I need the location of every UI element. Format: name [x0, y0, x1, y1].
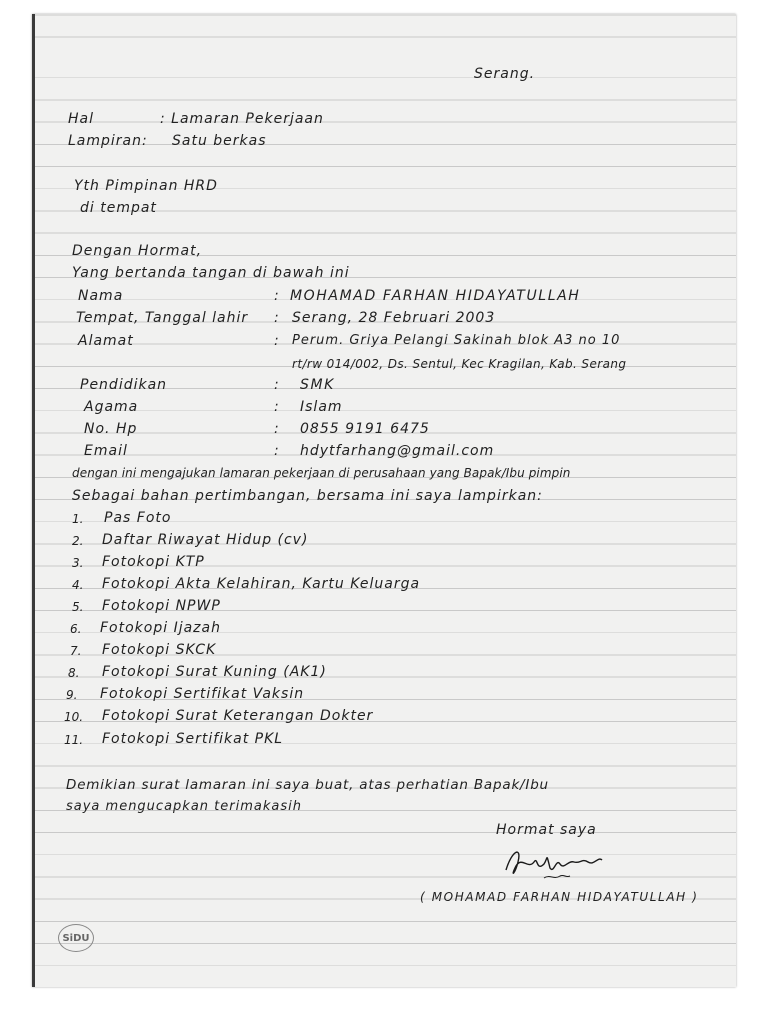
identity-label-agama: Agama: [84, 399, 139, 415]
closing-line2: saya mengucapkan terimakasih: [66, 799, 302, 814]
attachment-number: 9.: [66, 688, 78, 702]
identity-value-alamat-2: rt/rw 014/002, Ds. Sentul, Kec Kragilan, Kab. Serang: [292, 357, 627, 371]
sidu-logo: [58, 924, 94, 952]
intro-line: Yang bertanda tangan di bawah ini: [72, 265, 350, 281]
closing-line1: Demikian surat lamaran ini saya buat, atas perhatian Bapak/Ibu: [66, 777, 549, 793]
attachment-number: 4.: [72, 578, 84, 592]
attachment-item: Daftar Riwayat Hidup (cv): [102, 532, 309, 548]
recipient-line1: Yth Pimpinan HRD: [74, 178, 218, 194]
identity-value-hp: 0855 9191 6475: [300, 421, 430, 437]
attachment-item: Fotokopi Sertifikat Vaksin: [100, 686, 305, 702]
attachment-number: 6.: [70, 622, 82, 636]
attachment-item: Fotokopi NPWP: [102, 598, 221, 614]
attachment-number: 1.: [72, 512, 84, 526]
attachment-item: Fotokopi Ijazah: [100, 620, 221, 636]
identity-value-email: hdytfarhang@gmail.com: [300, 443, 495, 459]
signer-name: ( MOHAMAD FARHAN HIDAYATULLAH ): [420, 890, 699, 904]
attachment-item: Fotokopi KTP: [102, 554, 205, 570]
attachment-number: 8.: [68, 666, 80, 680]
attachment-number: 11.: [64, 733, 84, 747]
identity-value-ttl: Serang, 28 Februari 2003: [292, 310, 496, 326]
attachment-number: 2.: [72, 534, 84, 548]
attachment-number: 3.: [72, 556, 84, 570]
recipient-line2: di tempat: [80, 200, 157, 216]
body-line2: Sebagai bahan pertimbangan, bersama ini saya lampirkan:: [72, 488, 543, 504]
identity-sep: :: [274, 377, 280, 393]
identity-sep: :: [274, 421, 280, 437]
body-line1: dengan ini mengajukan lamaran pekerjaan di perusahaan yang Bapak/Ibu pimpin: [72, 466, 571, 480]
place: Serang.: [474, 66, 536, 82]
identity-value-alamat: Perum. Griya Pelangi Sakinah blok A3 no 10: [292, 333, 621, 348]
attachment-number: 10.: [64, 710, 84, 724]
identity-label-nama: Nama: [78, 288, 124, 304]
lampiran-label: Lampiran:: [68, 133, 148, 149]
greeting: Dengan Hormat,: [72, 243, 203, 259]
identity-value-pendidikan: SMK: [300, 377, 335, 393]
attachment-number: 5.: [72, 600, 84, 614]
identity-label-email: Email: [84, 443, 128, 459]
attachment-item: Fotokopi Akta Kelahiran, Kartu Keluarga: [102, 576, 421, 592]
attachment-item: Fotokopi Surat Keterangan Dokter: [102, 708, 374, 724]
hal-value: : Lamaran Pekerjaan: [160, 111, 324, 127]
signature-image: [498, 840, 608, 888]
regards: Hormat saya: [496, 822, 597, 838]
attachment-item: Pas Foto: [104, 510, 172, 526]
identity-label-pendidikan: Pendidikan: [80, 377, 168, 393]
identity-label-alamat: Alamat: [78, 333, 134, 349]
lampiran-value: Satu berkas: [172, 133, 267, 149]
identity-sep: :: [274, 443, 280, 459]
attachment-item: Fotokopi Sertifikat PKL: [102, 731, 284, 747]
attachment-number: 7.: [70, 644, 82, 658]
identity-value-agama: Islam: [300, 399, 343, 415]
identity-sep: :: [274, 288, 280, 304]
attachment-item: Fotokopi SKCK: [102, 642, 217, 658]
identity-sep: :: [274, 399, 280, 415]
hal-label: Hal: [68, 111, 94, 127]
identity-label-hp: No. Hp: [84, 421, 138, 437]
identity-sep: :: [274, 333, 280, 349]
identity-value-nama: MOHAMAD FARHAN HIDAYATULLAH: [290, 288, 581, 304]
identity-sep: :: [274, 310, 280, 326]
sidu-logo-text: SiDU: [62, 932, 90, 944]
attachment-item: Fotokopi Surat Kuning (AK1): [102, 664, 327, 680]
identity-label-ttl: Tempat, Tanggal lahir: [76, 310, 249, 326]
